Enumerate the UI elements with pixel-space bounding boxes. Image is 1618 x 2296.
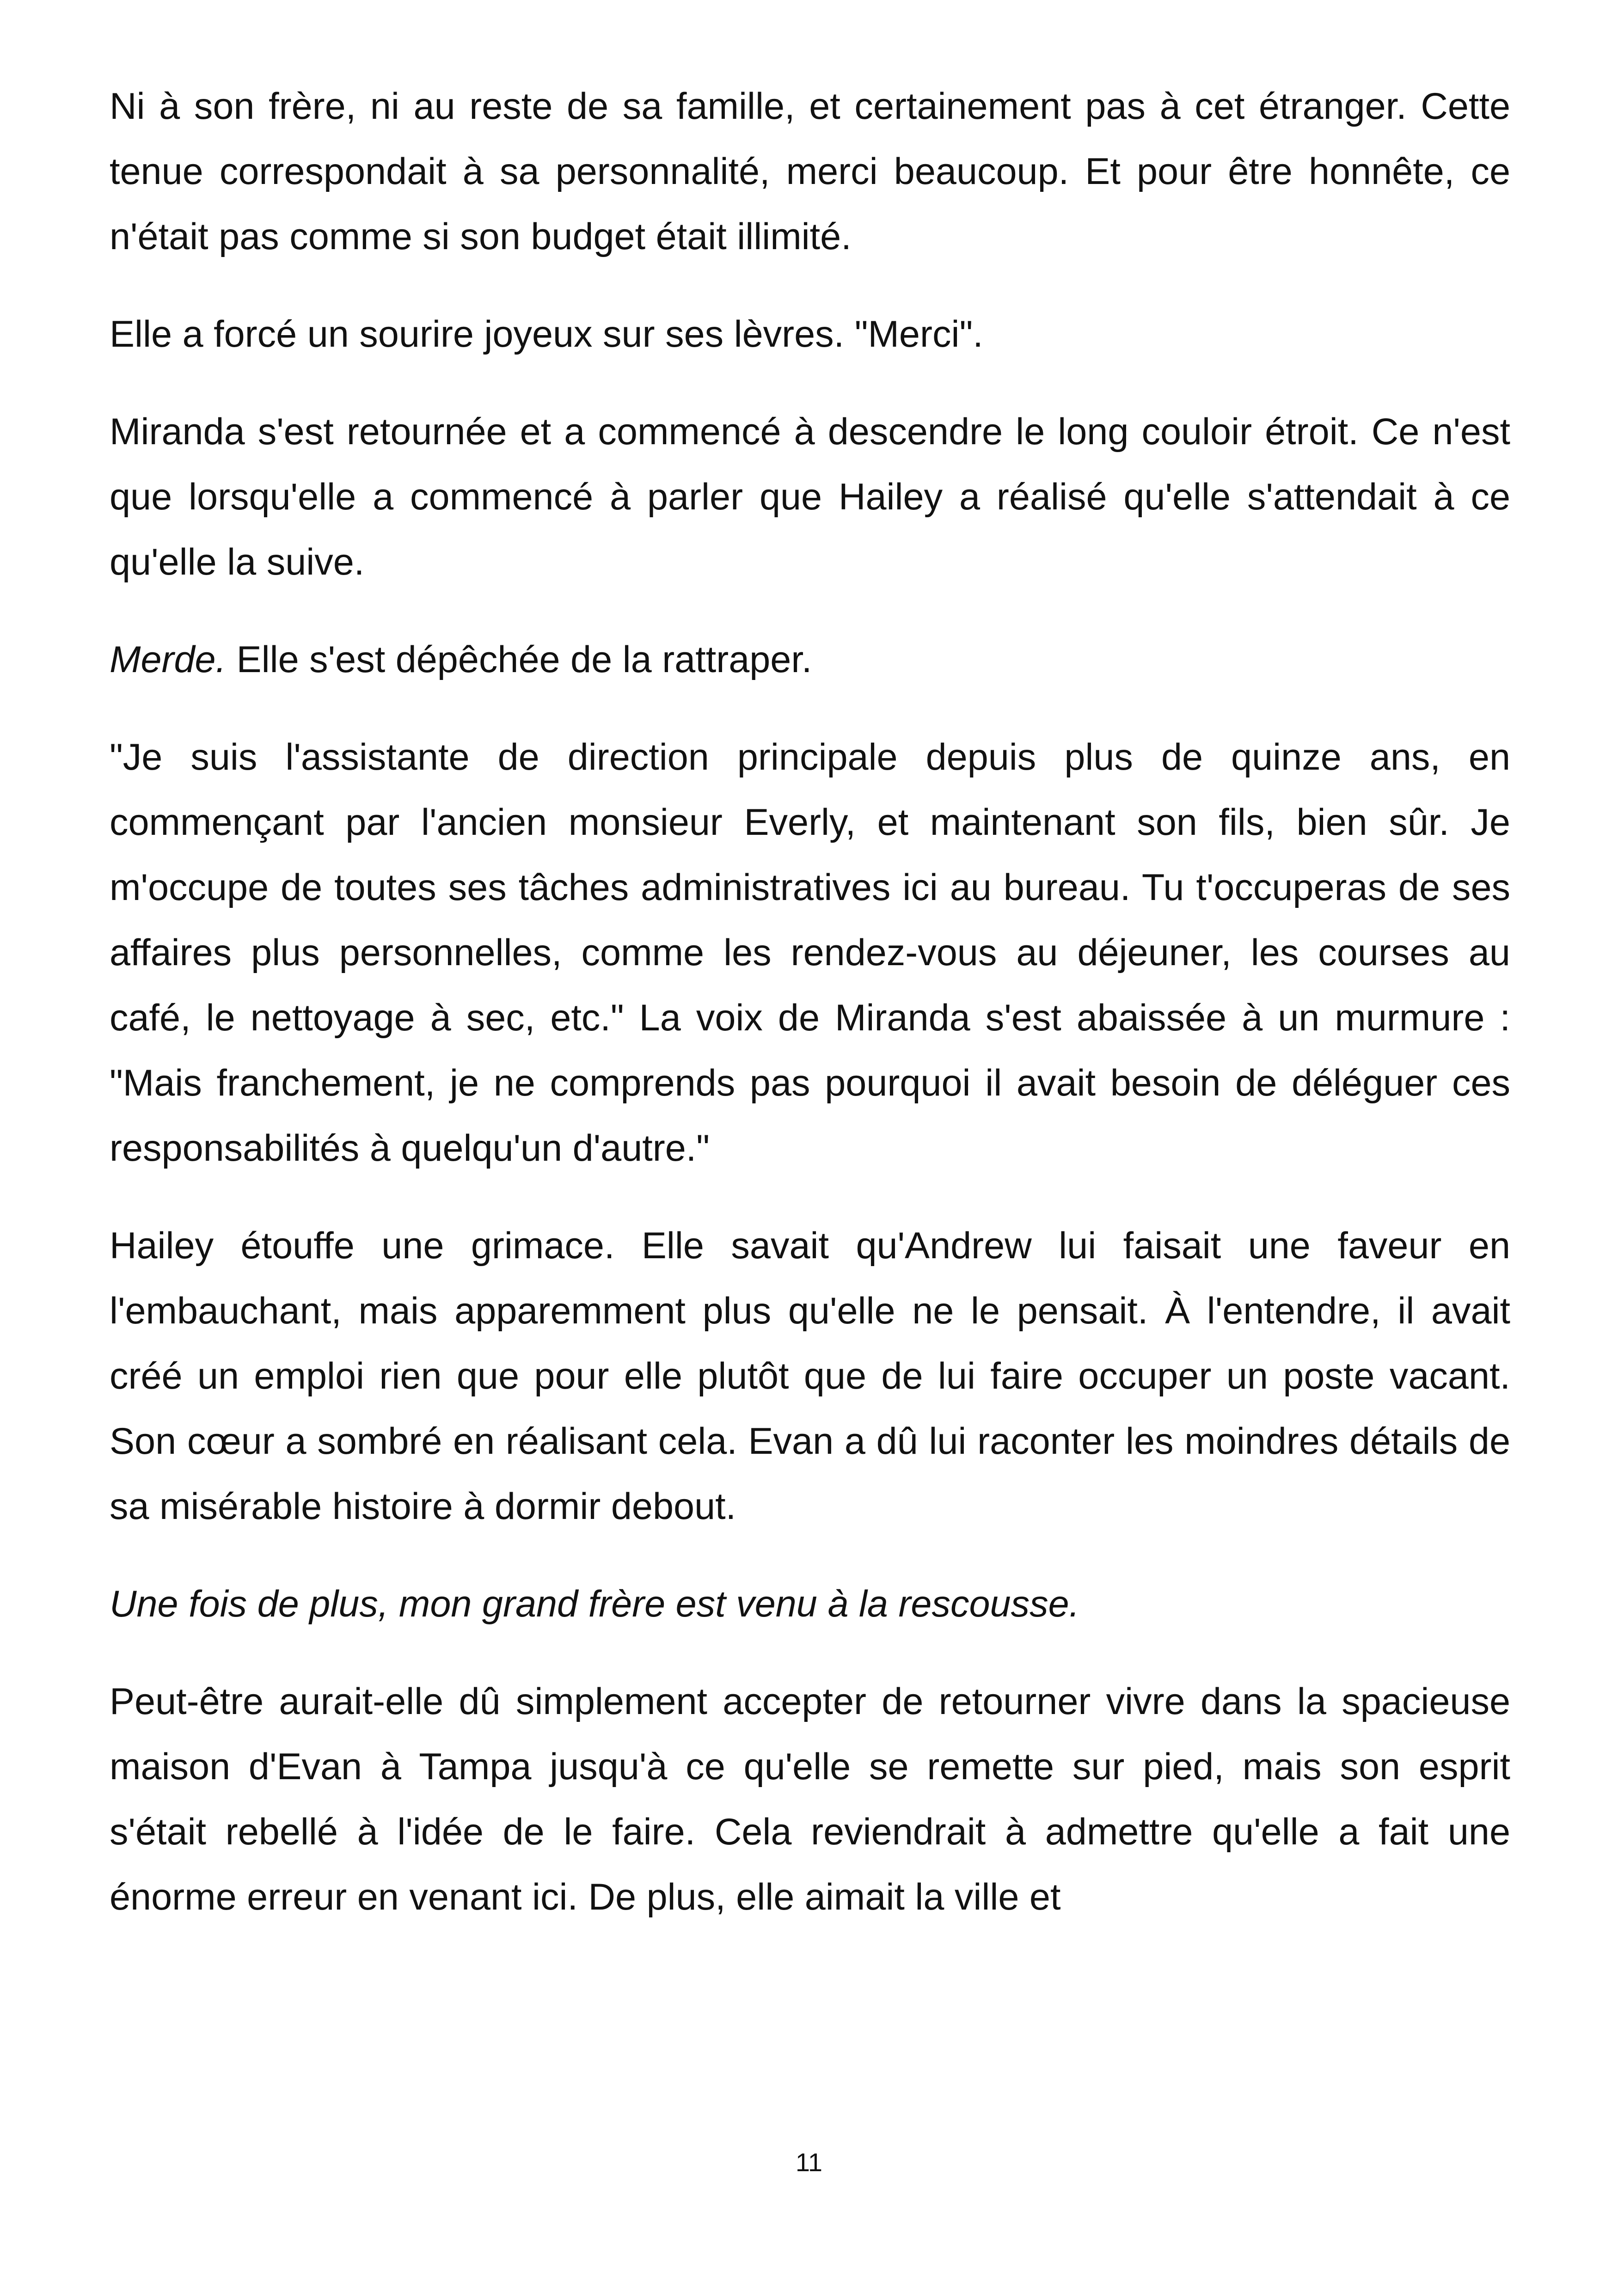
paragraph-7-italic: Une fois de plus, mon grand frère est venu à la rescousse.: [110, 1583, 1080, 1625]
paragraph-1: Ni à son frère, ni au reste de sa famille, et certainement pas à cet étranger. Cette tenue correspondait à sa personnalité, merci beaucoup. Et pour être honnête, ce n'était pas comme si son budget était illimité.: [110, 86, 1510, 257]
paragraph-8: Peut-être aurait-elle dû simplement accepter de retourner vivre dans la spacieuse maison d'Evan à Tampa jusqu'à ce qu'elle se remette sur pied, mais son esprit s'était rebellé à l'idée de le faire. Cela reviendrait à admettre qu'elle a fait une énorme erreur en venant ici. De plus, elle aimait la ville et: [110, 1681, 1510, 1918]
page-number: 11: [795, 2148, 823, 2177]
paragraph-5: "Je suis l'assistante de direction principale depuis plus de quinze ans, en commençant par l'ancien monsieur Everly, et maintenant son fils, bien sûr. Je m'occupe de toutes ses tâches administratives ici au bureau. Tu t'occuperas de ses affaires plus personnelles, comme les rendez-vous au déjeuner, les courses au café, le nettoyage à sec, etc." La voix de Miranda s'est abaissée à un murmure : "Mais franchement, je ne comprends pas pourquoi il avait besoin de déléguer ces responsabilités à quelqu'un d'autre.": [110, 736, 1510, 1169]
paragraph-2: Elle a forcé un sourire joyeux sur ses lèvres. "Merci".: [110, 313, 983, 355]
paragraph-4-italic: Merde.: [110, 639, 227, 680]
paragraph-4-rest: Elle s'est dépêchée de la rattraper.: [226, 639, 812, 680]
body-text: [110, 74, 1510, 1962]
paragraph-3: Miranda s'est retournée et a commencé à descendre le long couloir étroit. Ce n'est que lorsqu'elle a commencé à parler que Hailey a réalisé qu'elle s'attendait à ce qu'elle la suive.: [110, 411, 1510, 583]
paragraph-4: [110, 627, 1510, 692]
paragraph-6: Hailey étouffe une grimace. Elle savait qu'Andrew lui faisait une faveur en l'embauchant, mais apparemment plus qu'elle ne le pensait. À l'entendre, il avait créé un emploi rien que pour elle plutôt que de lui faire occuper un poste vacant. Son cœur a sombré en réalisant cela. Evan a dû lui raconter les moindres détails de sa misérable histoire à dormir debout.: [110, 1225, 1510, 1527]
paragraph-7: [110, 1572, 1510, 1637]
